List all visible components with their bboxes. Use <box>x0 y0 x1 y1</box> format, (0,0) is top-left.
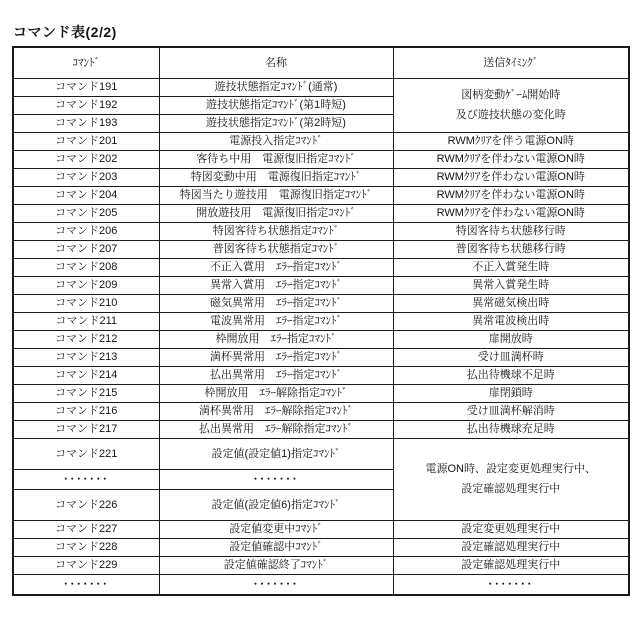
table-row-221 <box>13 439 629 470</box>
command-cell: コマンド227 <box>13 521 159 539</box>
timing-cell-merged: 図柄変動ｹﾞｰﾑ開始時 及び遊技状態の変化時 <box>393 79 629 133</box>
table-row-216 <box>13 403 629 421</box>
name-cell: 普図客待ち状態指定ｺﾏﾝﾄﾞ <box>159 241 393 259</box>
table-header-row <box>13 47 629 79</box>
name-cell: 払出異常用 ｴﾗｰ解除指定ｺﾏﾝﾄﾞ <box>159 421 393 439</box>
table-row-207 <box>13 241 629 259</box>
timing-cell: 払出待機球不足時 <box>393 367 629 385</box>
table-row-215 <box>13 385 629 403</box>
name-cell: 磁気異常用 ｴﾗｰ指定ｺﾏﾝﾄﾞ <box>159 295 393 313</box>
name-cell-ellipsis: ･･･････ <box>159 575 393 596</box>
command-cell: コマンド209 <box>13 277 159 295</box>
timing-cell: 設定確認処理実行中 <box>393 539 629 557</box>
timing-cell: 異常入賞発生時 <box>393 277 629 295</box>
table-row-211 <box>13 313 629 331</box>
column-header-timing: 送信ﾀｲﾐﾝｸﾞ <box>393 47 629 79</box>
name-cell: 枠開放用 ｴﾗｰ解除指定ｺﾏﾝﾄﾞ <box>159 385 393 403</box>
command-cell: コマンド202 <box>13 151 159 169</box>
table-row-213 <box>13 349 629 367</box>
command-cell: コマンド216 <box>13 403 159 421</box>
command-cell: コマンド203 <box>13 169 159 187</box>
timing-cell-ellipsis: ･･･････ <box>393 575 629 596</box>
timing-cell: RWMｸﾘｱを伴う電源ON時 <box>393 133 629 151</box>
name-cell: 電波異常用 ｴﾗｰ指定ｺﾏﾝﾄﾞ <box>159 313 393 331</box>
command-table <box>12 46 630 596</box>
timing-cell: 扉閉鎖時 <box>393 385 629 403</box>
page-title: コマンド表(2/2) <box>13 24 117 40</box>
table-row-191 <box>13 79 629 97</box>
timing-cell: 普図客待ち状態移行時 <box>393 241 629 259</box>
name-cell: 枠開放用 ｴﾗｰ指定ｺﾏﾝﾄﾞ <box>159 331 393 349</box>
command-cell: コマンド193 <box>13 115 159 133</box>
command-cell: コマンド210 <box>13 295 159 313</box>
name-cell: 客待ち中用 電源復旧指定ｺﾏﾝﾄﾞ <box>159 151 393 169</box>
name-cell: 払出異常用 ｴﾗｰ指定ｺﾏﾝﾄﾞ <box>159 367 393 385</box>
name-cell: 遊技状態指定ｺﾏﾝﾄﾞ(第1時短) <box>159 97 393 115</box>
table-row-228 <box>13 539 629 557</box>
timing-cell: 設定確認処理実行中 <box>393 557 629 575</box>
table-row-209 <box>13 277 629 295</box>
table-row-205 <box>13 205 629 223</box>
name-cell: 異常入賞用 ｴﾗｰ指定ｺﾏﾝﾄﾞ <box>159 277 393 295</box>
timing-cell: RWMｸﾘｱを伴わない電源ON時 <box>393 151 629 169</box>
command-cell: コマンド217 <box>13 421 159 439</box>
command-cell: コマンド228 <box>13 539 159 557</box>
command-cell: コマンド214 <box>13 367 159 385</box>
timing-cell-merged: 電源ON時、設定変更処理実行中、 設定確認処理実行中 <box>393 439 629 521</box>
command-cell: コマンド221 <box>13 439 159 470</box>
command-cell-ellipsis: ･･･････ <box>13 575 159 596</box>
name-cell: 電源投入指定ｺﾏﾝﾄﾞ <box>159 133 393 151</box>
name-cell: 満杯異常用 ｴﾗｰ解除指定ｺﾏﾝﾄﾞ <box>159 403 393 421</box>
table-row-212 <box>13 331 629 349</box>
name-cell: 設定値確認中ｺﾏﾝﾄﾞ <box>159 539 393 557</box>
name-cell: 設定値確認終了ｺﾏﾝﾄﾞ <box>159 557 393 575</box>
command-cell: コマンド215 <box>13 385 159 403</box>
name-cell: 遊技状態指定ｺﾏﾝﾄﾞ(第2時短) <box>159 115 393 133</box>
timing-cell: 異常磁気検出時 <box>393 295 629 313</box>
name-cell: 満杯異常用 ｴﾗｰ指定ｺﾏﾝﾄﾞ <box>159 349 393 367</box>
command-cell: コマンド212 <box>13 331 159 349</box>
command-cell: コマンド226 <box>13 490 159 521</box>
timing-cell: 受け皿満杯時 <box>393 349 629 367</box>
table-row-214 <box>13 367 629 385</box>
table-row-ellipsis-last <box>13 575 629 596</box>
command-cell: コマンド205 <box>13 205 159 223</box>
command-cell: コマンド204 <box>13 187 159 205</box>
command-cell: コマンド191 <box>13 79 159 97</box>
name-cell: 設定値変更中ｺﾏﾝﾄﾞ <box>159 521 393 539</box>
command-cell: コマンド192 <box>13 97 159 115</box>
timing-cell: RWMｸﾘｱを伴わない電源ON時 <box>393 169 629 187</box>
command-cell: コマンド201 <box>13 133 159 151</box>
timing-cell: 不正入賞発生時 <box>393 259 629 277</box>
command-cell: コマンド207 <box>13 241 159 259</box>
name-cell: 不正入賞用 ｴﾗｰ指定ｺﾏﾝﾄﾞ <box>159 259 393 277</box>
timing-cell: 設定変更処理実行中 <box>393 521 629 539</box>
column-header-name: 名称 <box>159 47 393 79</box>
table-row-227 <box>13 521 629 539</box>
timing-cell: RWMｸﾘｱを伴わない電源ON時 <box>393 187 629 205</box>
name-cell: 遊技状態指定ｺﾏﾝﾄﾞ(通常) <box>159 79 393 97</box>
table-row-229 <box>13 557 629 575</box>
table-row-204 <box>13 187 629 205</box>
name-cell: 設定値(設定値6)指定ｺﾏﾝﾄﾞ <box>159 490 393 521</box>
timing-cell: 特図客待ち状態移行時 <box>393 223 629 241</box>
timing-cell: 扉開放時 <box>393 331 629 349</box>
table-row-208 <box>13 259 629 277</box>
command-cell: コマンド213 <box>13 349 159 367</box>
name-cell-ellipsis: ･･･････ <box>159 470 393 490</box>
name-cell: 開放遊技用 電源復旧指定ｺﾏﾝﾄﾞ <box>159 205 393 223</box>
table-row-206 <box>13 223 629 241</box>
timing-cell: 払出待機球充足時 <box>393 421 629 439</box>
column-header-command: ｺﾏﾝﾄﾞ <box>13 47 159 79</box>
command-cell-ellipsis: ･･･････ <box>13 470 159 490</box>
timing-cell: RWMｸﾘｱを伴わない電源ON時 <box>393 205 629 223</box>
command-cell: コマンド229 <box>13 557 159 575</box>
command-cell: コマンド211 <box>13 313 159 331</box>
name-cell: 設定値(設定値1)指定ｺﾏﾝﾄﾞ <box>159 439 393 470</box>
table-row-203 <box>13 169 629 187</box>
command-cell: コマンド208 <box>13 259 159 277</box>
table-row-217 <box>13 421 629 439</box>
command-cell: コマンド206 <box>13 223 159 241</box>
name-cell: 特図変動中用 電源復旧指定ｺﾏﾝﾄﾞ <box>159 169 393 187</box>
table-row-201 <box>13 133 629 151</box>
name-cell: 特図当たり遊技用 電源復旧指定ｺﾏﾝﾄﾞ <box>159 187 393 205</box>
timing-cell: 受け皿満杯解消時 <box>393 403 629 421</box>
name-cell: 特図客待ち状態指定ｺﾏﾝﾄﾞ <box>159 223 393 241</box>
table-row-210 <box>13 295 629 313</box>
timing-cell: 異常電波検出時 <box>393 313 629 331</box>
table-row-202 <box>13 151 629 169</box>
